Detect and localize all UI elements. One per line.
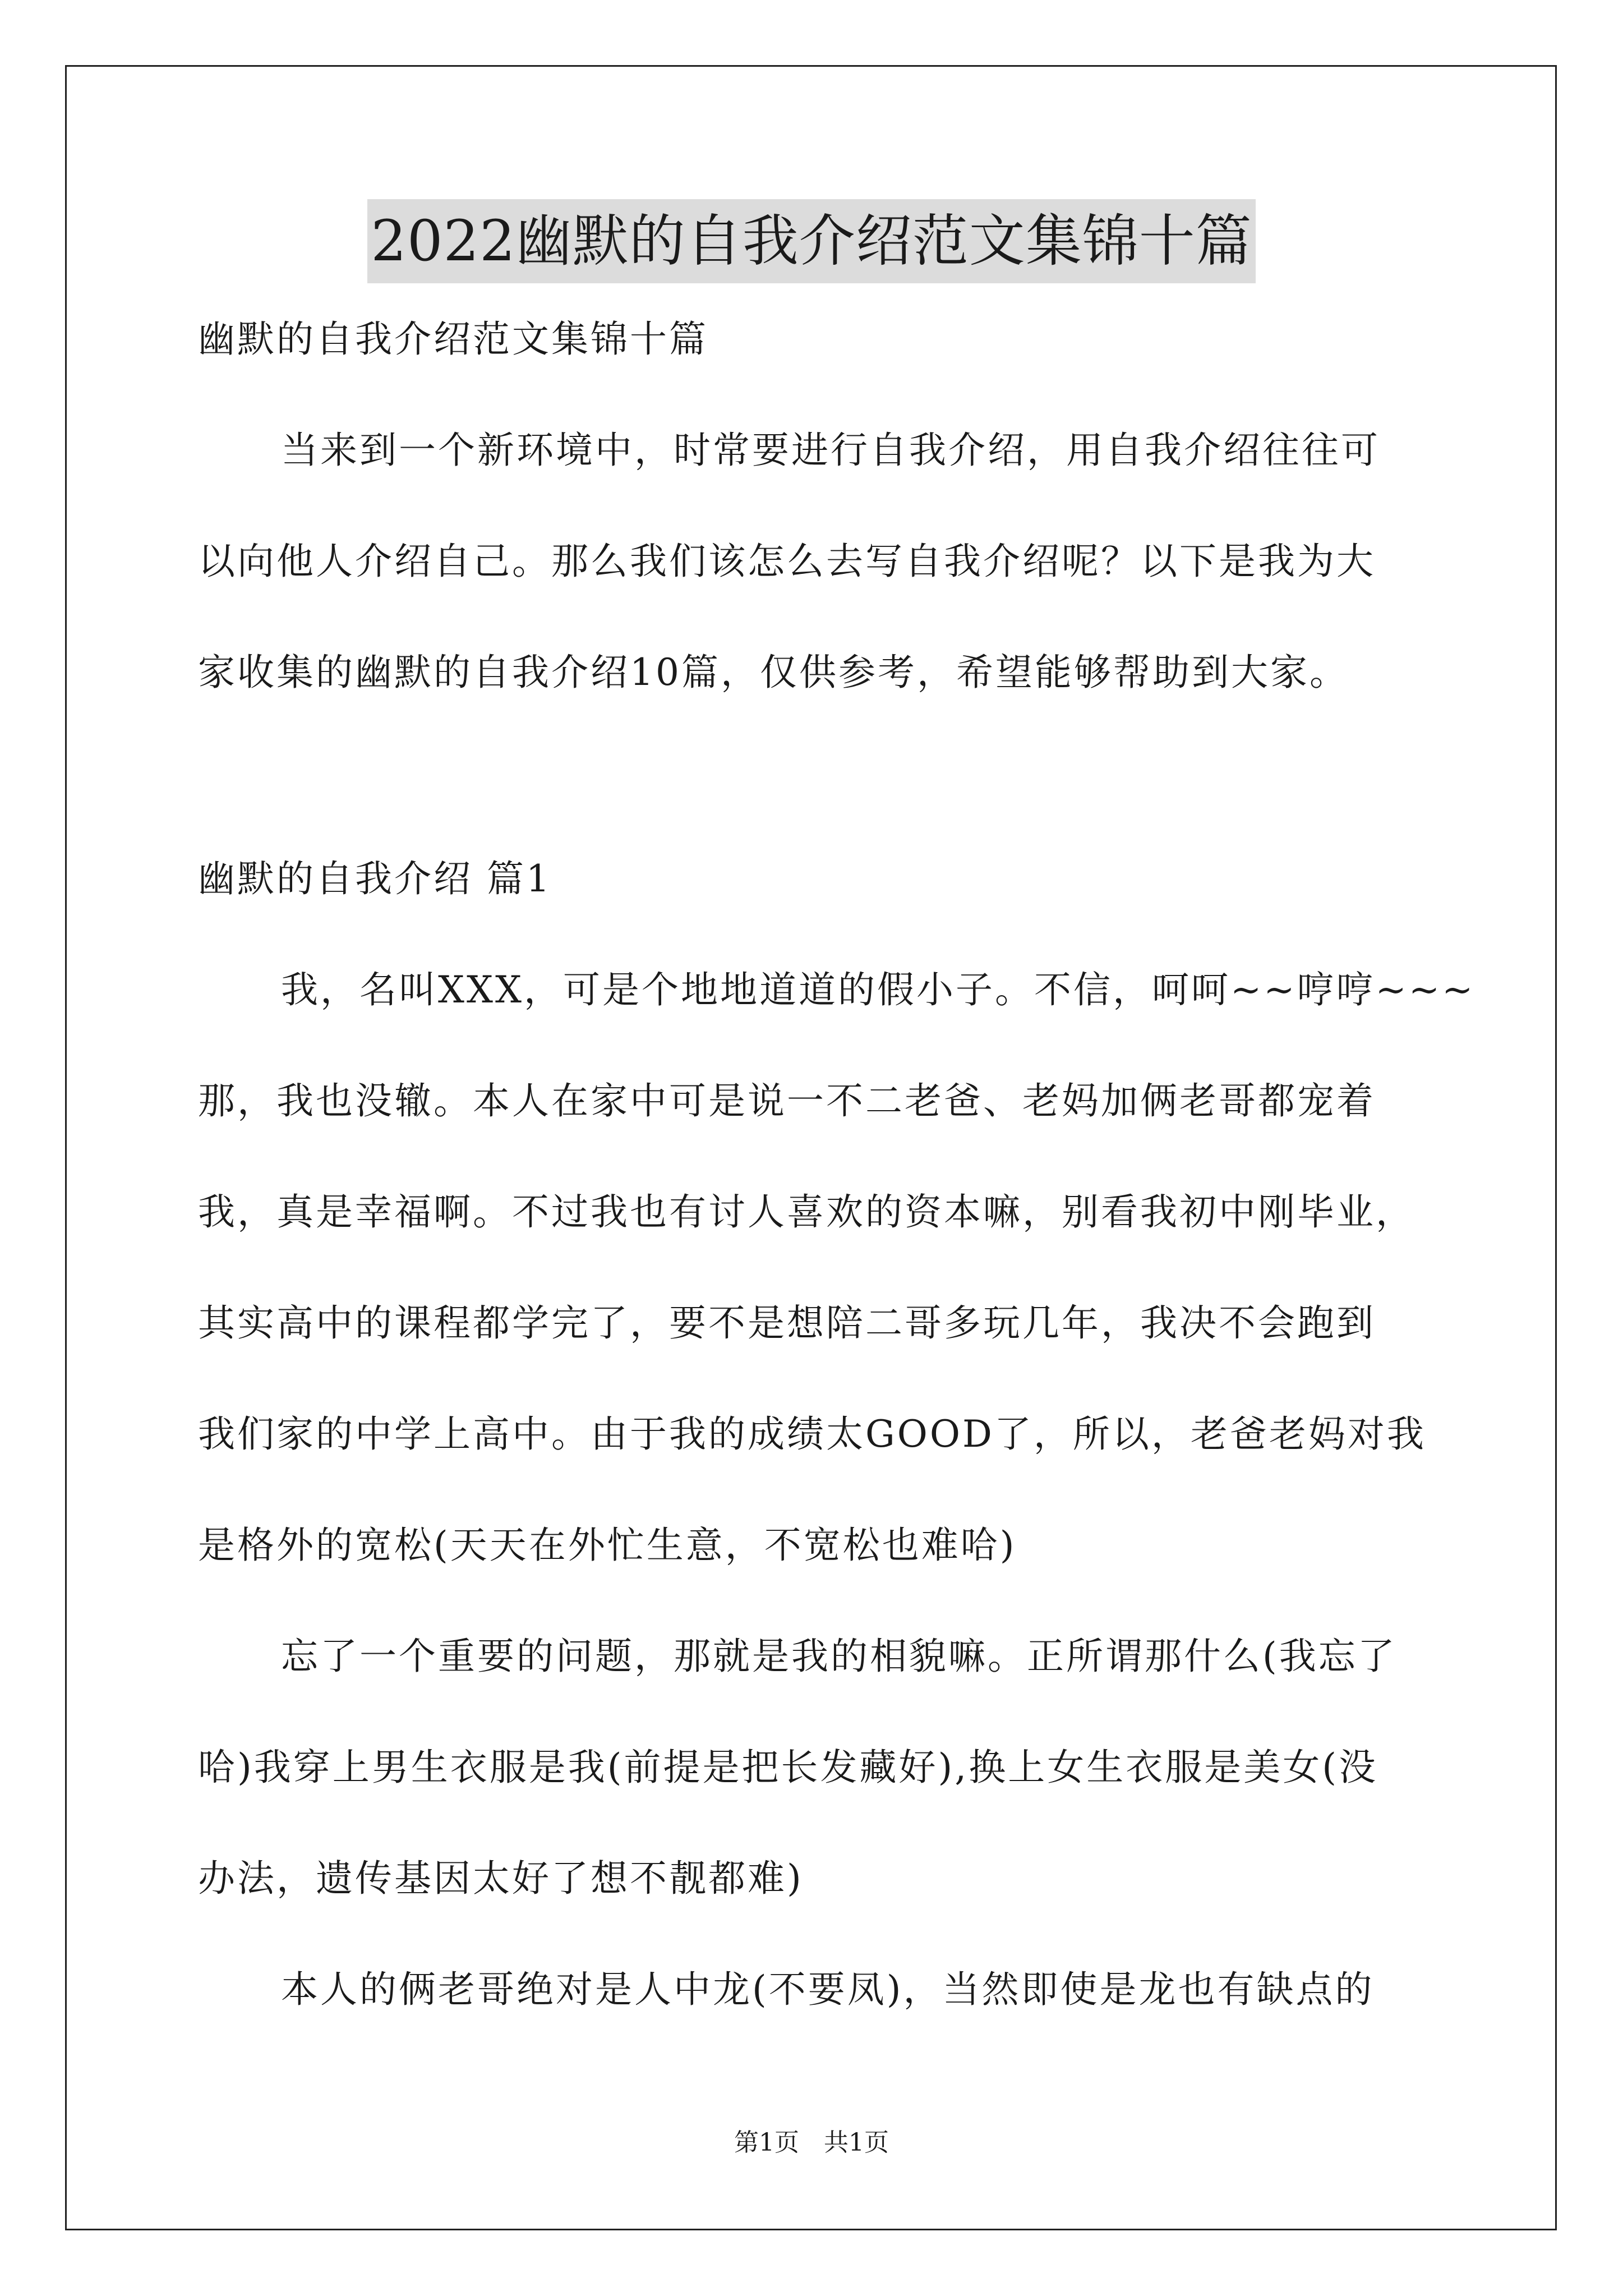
document-subtitle: 幽默的自我介绍范文集锦十篇	[198, 318, 708, 361]
paragraph-line: 其实高中的课程都学完了，要不是想陪二哥多玩几年，我决不会跑到	[198, 1301, 1376, 1345]
paragraph-line: 我，真是幸福啊。不过我也有讨人喜欢的资本嘛，别看我初中刚毕业，	[198, 1190, 1415, 1234]
document-body	[198, 311, 1476, 2018]
paragraph-line: 那，我也没辙。本人在家中可是说一不二老爸、老妈加俩老哥都宠着	[198, 1079, 1376, 1122]
title-block	[0, 199, 1623, 283]
body-paragraph	[198, 962, 1476, 1573]
paragraph-line: 是格外的宽松(天天在外忙生意，不宽松也难哈)	[198, 1524, 1017, 1567]
paragraph-line: 我，名叫XXX，可是个地地道道的假小子。不信，呵呵~~哼哼~~~	[281, 968, 1476, 1011]
paragraph-line: 以向他人介绍自己。那么我们该怎么去写自我介绍呢？以下是我为大	[198, 540, 1376, 583]
page-number-footer: 第1页 共1页	[734, 2128, 889, 2157]
body-paragraph	[198, 1628, 1443, 1907]
paragraph-line: 家收集的幽默的自我介绍10篇，仅供参考，希望能够帮助到大家。	[198, 651, 1349, 694]
intro-paragraph	[198, 422, 1443, 701]
section-heading: 幽默的自我介绍 篇1	[198, 857, 552, 900]
document-title: 2022幽默的自我介绍范文集锦十篇	[367, 199, 1256, 283]
paragraph-line: 本人的俩老哥绝对是人中龙(不要凤)，当然即使是龙也有缺点的	[281, 1968, 1375, 2011]
paragraph-line: 我们家的中学上高中。由于我的成绩太GOOD了，所以，老爸老妈对我	[198, 1412, 1426, 1456]
body-paragraph	[198, 1962, 1443, 2018]
paragraph-line: 办法，遗传基因太好了想不靓都难)	[198, 1857, 804, 1900]
paragraph-line: 当来到一个新环境中，时常要进行自我介绍，用自我介绍往往可	[281, 429, 1380, 472]
paragraph-line: 哈)我穿上男生衣服是我(前提是把长发藏好),换上女生衣服是美女(没	[198, 1746, 1378, 1789]
paragraph-line: 忘了一个重要的问题，那就是我的相貌嘛。正所谓那什么(我忘了	[281, 1635, 1397, 1678]
